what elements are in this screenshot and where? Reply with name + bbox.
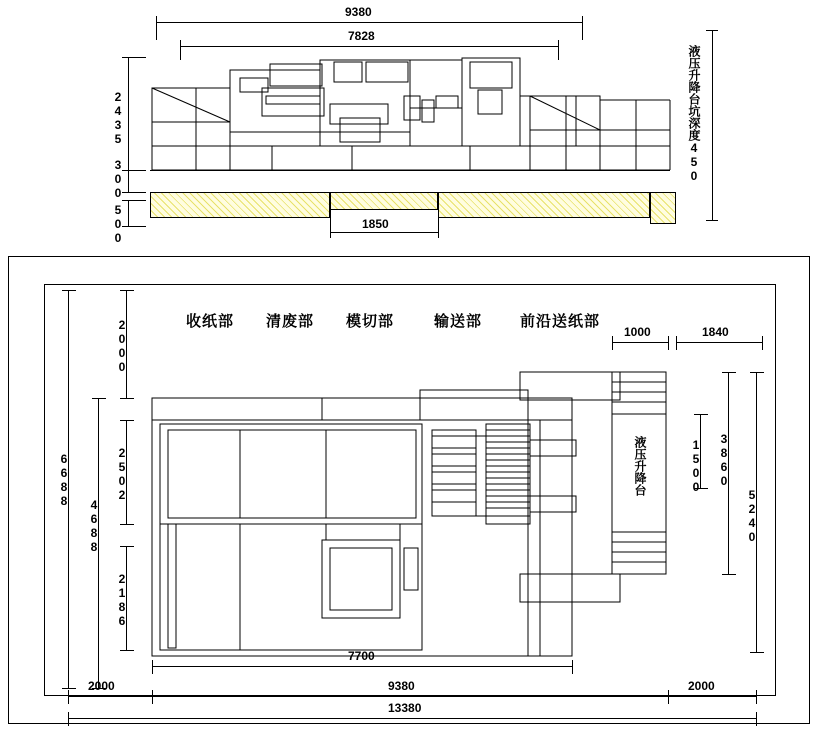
dim-tick-left-1000 [612, 336, 613, 350]
dim-line-9380-plan [152, 696, 668, 697]
dim-tick-left-2000-left [68, 690, 69, 704]
dim-tick-right-7700 [572, 660, 573, 674]
dim-tick-right-13380 [756, 712, 757, 726]
dim-tick-bot-2502 [120, 524, 134, 525]
dim-tick-top-3860 [722, 372, 736, 373]
dim-label-1850: 1850 [362, 217, 389, 231]
dim-tick-left-7700 [152, 660, 153, 674]
dim-tick-left-13380 [68, 712, 69, 726]
dim-tick-bot-2186 [120, 650, 134, 651]
dim-tick-top-4688 [92, 398, 106, 399]
dim-label-2186: 2186 [115, 572, 129, 628]
dim-tick-left-1840 [676, 336, 677, 350]
label-lift-platform-plan: 液压升降台 [633, 436, 647, 496]
dim-tick-bot-3860 [722, 574, 736, 575]
dim-label-2435: 2435 [111, 90, 125, 146]
dim-label-3860: 3860 [717, 432, 731, 488]
dim-label-7700: 7700 [348, 649, 375, 663]
section-label-3: 输送部 [434, 313, 483, 330]
dim-label-300: 300 [111, 158, 125, 200]
dim-label-13380: 13380 [388, 701, 422, 715]
section-label-4: 前沿送纸部 [520, 313, 601, 330]
dim-line-2000-right [668, 696, 756, 697]
dim-label-1000: 1000 [624, 325, 651, 339]
dim-label-2502: 2502 [115, 446, 129, 502]
dim-label-6688: 6688 [57, 452, 71, 508]
dim-tick-right-2000-right [756, 690, 757, 704]
section-label-0: 收纸部 [186, 313, 235, 330]
dim-label-1840: 1840 [702, 325, 729, 339]
dim-label-7828: 7828 [348, 29, 375, 43]
section-label-1: 清废部 [266, 313, 315, 330]
dim-tick-top-5240 [750, 372, 764, 373]
dim-tick-top-6688 [62, 290, 76, 291]
dim-line-7700 [152, 666, 572, 667]
dim-line-1840 [676, 342, 762, 343]
dim-tick-bot-2000 [120, 398, 134, 399]
dim-tick-top-1500 [694, 414, 708, 415]
dim-tick-top-2000 [120, 290, 134, 291]
dim-tick-bot-5240 [750, 652, 764, 653]
dim-tick-left-2000-right [668, 690, 669, 704]
dim-label-2000-left: 2000 [88, 679, 115, 693]
dim-label-5240: 5240 [745, 488, 759, 544]
label-lift-platform-pit-depth: 液压升降台坑深度450 [687, 45, 701, 183]
dim-label-500: 500 [111, 203, 125, 245]
dim-label-2000-right: 2000 [688, 679, 715, 693]
dim-label-9380-plan: 9380 [388, 679, 415, 693]
dim-line-13380 [68, 718, 756, 719]
dim-tick-top-2186 [120, 546, 134, 547]
dim-tick-right-1840 [762, 336, 763, 350]
dim-tick-bot-6688 [62, 688, 76, 689]
section-label-2: 模切部 [346, 313, 395, 330]
dim-line-1000 [612, 342, 668, 343]
dim-line-2000-left [68, 696, 152, 697]
dim-tick-top-2502 [120, 420, 134, 421]
dim-label-4688: 4688 [87, 498, 101, 554]
dim-label-1500: 1500 [689, 438, 703, 494]
dim-label-2000-top: 2000 [115, 318, 129, 374]
dim-tick-right-2000-left [152, 690, 153, 704]
dim-tick-right-1000 [668, 336, 669, 350]
dim-label-9380: 9380 [345, 5, 372, 19]
